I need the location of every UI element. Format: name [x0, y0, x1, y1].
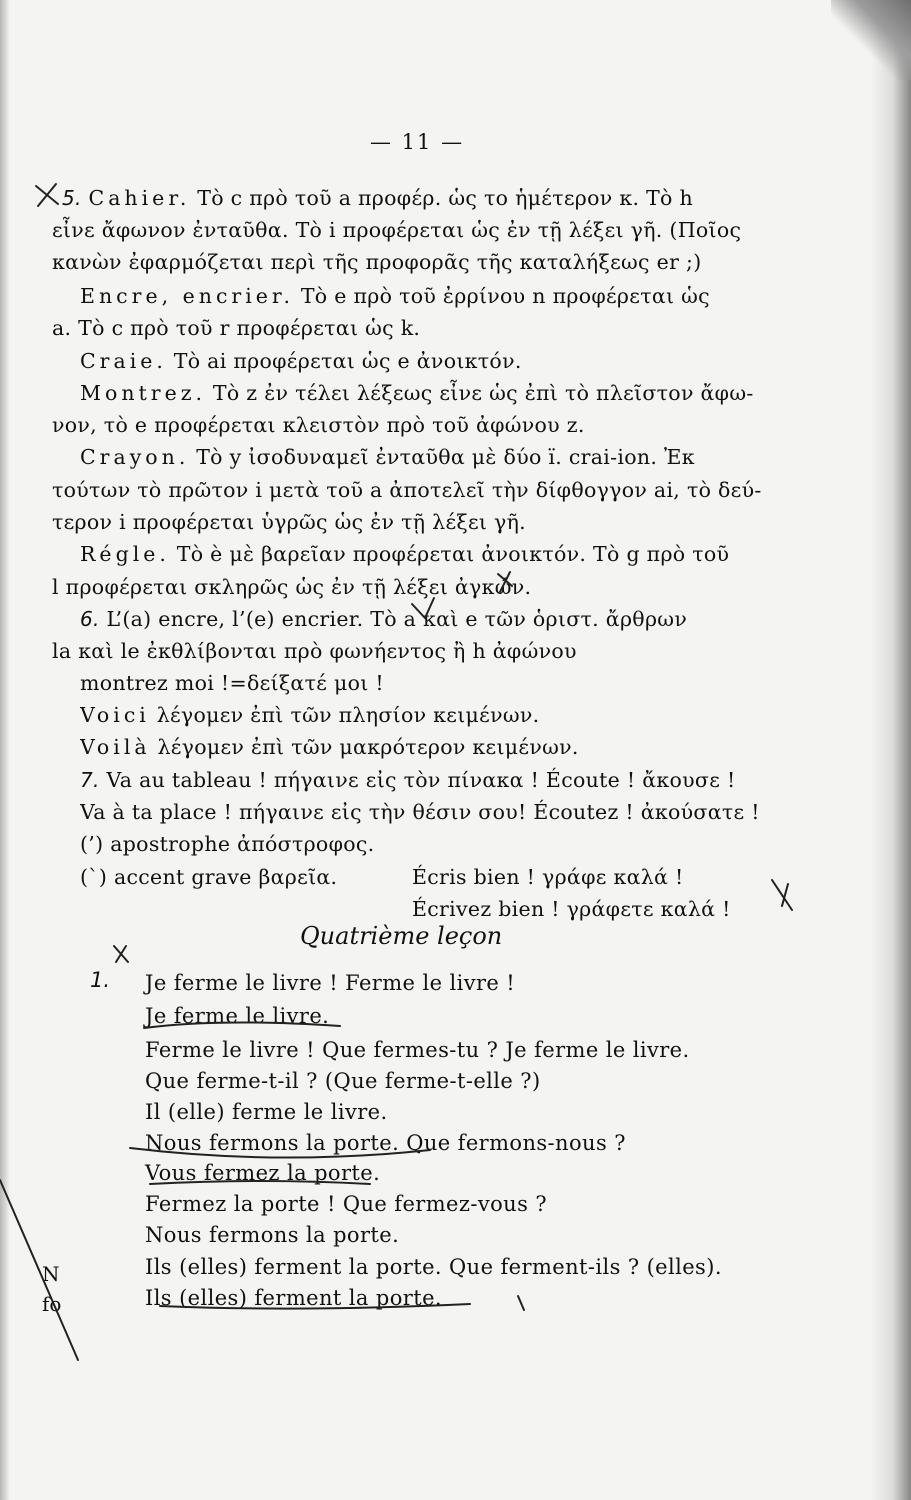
para5-line8: νον, τὸ e προφέρεται κλειστὸν πρὸ τοῦ ἀφώνου z.: [52, 413, 585, 437]
para5-line3: κανὼν ἐφαρμόζεται περὶ τῆς προφορᾶς τῆς καταλήξεως er ;): [52, 250, 702, 274]
tick-mark-bottom: [518, 1296, 524, 1310]
lesson-line-9: Nous fermons la porte.: [145, 1223, 400, 1247]
page-right-shadow: [871, 0, 911, 1500]
term-crayon: Crayon.: [80, 445, 190, 469]
cross-mark-lesson: [114, 946, 128, 962]
lesson-number: 1.: [90, 968, 111, 992]
para5-line4: Encre, encrier. Τὸ e πρὸ τοῦ ἐρρίνου n προφέρεται ὡς: [80, 284, 710, 308]
lesson-heading: Quatrième leçon: [300, 922, 503, 950]
para7-line4-right: Écris bien ! γράφε καλά !: [412, 865, 684, 889]
para7-line4: [80, 861, 840, 893]
para7-line4-left: (`) accent grave βαρεῖα.: [80, 865, 338, 889]
para7-line3: (’) apostrophe ἀπόστροφος.: [80, 832, 375, 856]
folded-corner: [831, 0, 911, 80]
para6-line4: Voici λέγομεν ἐπὶ τῶν πλησίον κειμένων.: [80, 703, 540, 727]
para5-line1: 5. Cahier. Τὸ c πρὸ τοῦ a προφέρ. ὡς το ἡμέτερον κ. Τὸ h: [62, 186, 694, 210]
para7-line5: Écrivez bien ! γράφετε καλά !: [412, 897, 731, 921]
lesson-line-7: Vous fermez la porte.: [145, 1161, 381, 1185]
para6-line2: la καὶ le ἐκθλίβονται πρὸ φωνήεντος ἢ h ἀφώνου: [52, 639, 577, 663]
term-craie: Craie.: [80, 349, 167, 373]
para5-line10: τούτων τὸ πρῶτον i μετὰ τοῦ a ἀποτελεῖ τὴν δίφθογγον ai, τὸ δεύ-: [52, 478, 762, 502]
term-encre: Encre, encrier.: [80, 284, 294, 308]
lesson-line-3: Ferme le livre ! Que fermes-tu ? Je ferme le livre.: [145, 1038, 690, 1062]
para6-line3: montrez moi !=δείξατέ μοι !: [80, 671, 384, 695]
lesson-line-5: Il (elle) ferme le livre.: [145, 1100, 388, 1124]
term-cahier: Cahier.: [88, 186, 191, 210]
para7-line2: Va à ta place ! πήγαινε εἰς τὴν θέσιν σου! Écoutez ! ἀκούσατε !: [80, 800, 760, 824]
lesson-line-11: Ils (elles) ferment la porte.: [145, 1286, 442, 1310]
lesson-line-2: Je ferme le livre.: [145, 1004, 330, 1028]
lesson-line-8: Fermez la porte ! Que fermez-vous ?: [145, 1192, 547, 1216]
lesson-line-4: Que ferme-t-il ? (Que ferme-t-elle ?): [145, 1069, 541, 1093]
lesson-line-1: Je ferme le livre ! Ferme le livre !: [145, 971, 516, 995]
margin-fragment-2: fo: [42, 1292, 62, 1316]
para5-line13: l προφέρεται σκληρῶς ὡς ἐν τῇ λέξει ἀγκών.: [52, 575, 532, 599]
page-number: — 11 —: [370, 130, 465, 154]
term-voici: Voici: [80, 703, 150, 727]
para5-number: 5.: [62, 186, 82, 210]
term-voila: Voilà: [80, 735, 151, 759]
term-regle: Régle.: [80, 542, 170, 566]
para5-line2: εἶνε ἄφωνον ἐνταῦθα. Τὸ i προφέρεται ὡς ἐν τῇ λέξει γῆ. (Ποῖος: [52, 218, 742, 242]
para5-line7: Montrez. Τὸ z ἐν τέλει λέξεως εἶνε ὡς ἐπὶ τὸ πλεῖστον ἄφω-: [80, 381, 754, 405]
para7-number: 7.: [80, 768, 100, 792]
para6-line5: Voilà λέγομεν ἐπὶ τῶν μακρότερον κειμένων.: [80, 735, 579, 759]
term-montrez: Montrez.: [80, 381, 207, 405]
page-left-shadow: [0, 0, 10, 1500]
para5-line9: Crayon. Τὸ y ἰσοδυναμεῖ ἐνταῦθα μὲ δύο ï. crai-ion. Ἐκ: [80, 445, 695, 469]
para6-line1: 6. L’(a) encre, l’(e) encrier. Τὸ a καὶ e τῶν ὁριστ. ἄρθρων: [80, 607, 688, 631]
para7-line1: 7. Va au tableau ! πήγαινε εἰς τὸν πίνακα ! Écoute ! ἄκουσε !: [80, 768, 736, 792]
para6-number: 6.: [80, 607, 100, 631]
para5-line11: τερον i προφέρεται ὑγρῶς ὡς ἐν τῇ λέξει γῆ.: [52, 510, 526, 534]
lesson-line-6: Nous fermons la porte. Que fermons-nous ?: [145, 1131, 626, 1155]
para5-line6: Craie. Τὸ ai προφέρεται ὡς e ἀνοικτόν.: [80, 349, 522, 373]
lesson-line-10: Ils (elles) ferment la porte. Que ferment-ils ? (elles).: [145, 1255, 722, 1279]
diagonal-margin-line: [0, 1180, 78, 1360]
para5-line12: Régle. Τὸ è μὲ βαρεῖαν προφέρεται ἀνοικτόν. Τὸ g πρὸ τοῦ: [80, 542, 730, 566]
para5-line5: a. Τὸ c πρὸ τοῦ r προφέρεται ὡς k.: [52, 316, 421, 340]
margin-fragment-1: N: [42, 1262, 60, 1286]
